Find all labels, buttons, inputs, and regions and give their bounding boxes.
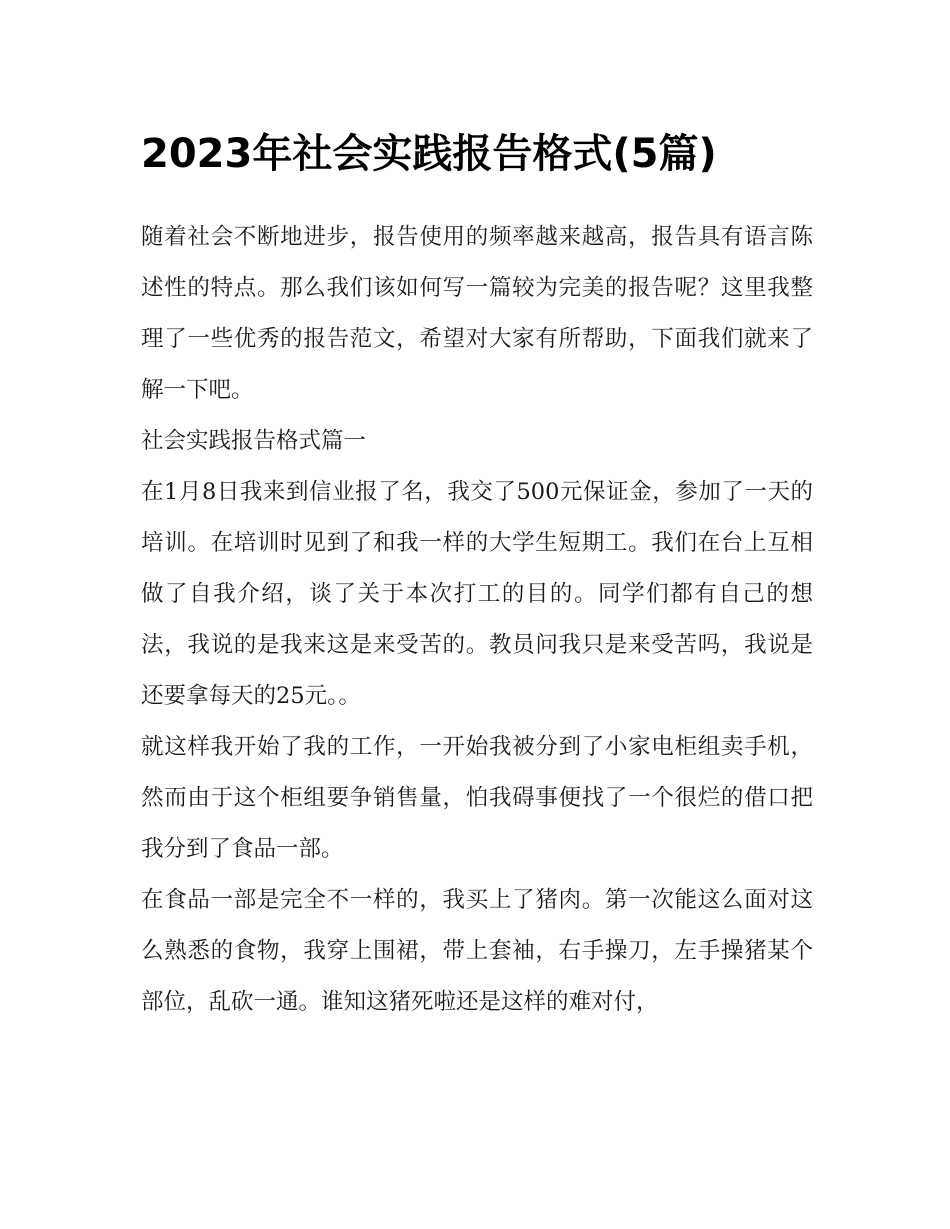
body-paragraph-1: 在1月8日我来到信业报了名，我交了500元保证金，参加了一天的培训。在培训时见到了和我一样的大学生短期工。我们在台上互相做了自我介绍，谈了关于本次打工的目的。同学们都有自己的想法，我说的是我来这是来受苦的。教员问我只是来受苦吗，我说是还要拿每天的25元。。 <box>141 479 813 709</box>
document-title: 2023年社会实践报告格式(5篇) <box>141 131 717 177</box>
section-heading: 社会实践报告格式篇一 <box>141 428 367 454</box>
document-body <box>141 118 813 1028</box>
body-paragraph-3: 在食品一部是完全不一样的，我买上了猪肉。第一次能这么面对这么熟悉的食物，我穿上围裙，带上套袖，右手操刀，左手操猪某个部位，乱砍一通。谁知这猪死啦还是这样的难对付， <box>141 887 813 1015</box>
intro-paragraph: 随着社会不断地进步，报告使用的频率越来越高，报告具有语言陈述性的特点。那么我们该如何写一篇较为完美的报告呢？这里我整理了一些优秀的报告范文，希望对大家有所帮助，下面我们就来了解一下吧。 <box>141 224 813 403</box>
body-paragraph-2: 就这样我开始了我的工作，一开始我被分到了小家电柜组卖手机，然而由于这个柜组要争销售量，怕我碍事便找了一个很烂的借口把我分到了食品一部。 <box>141 734 813 862</box>
